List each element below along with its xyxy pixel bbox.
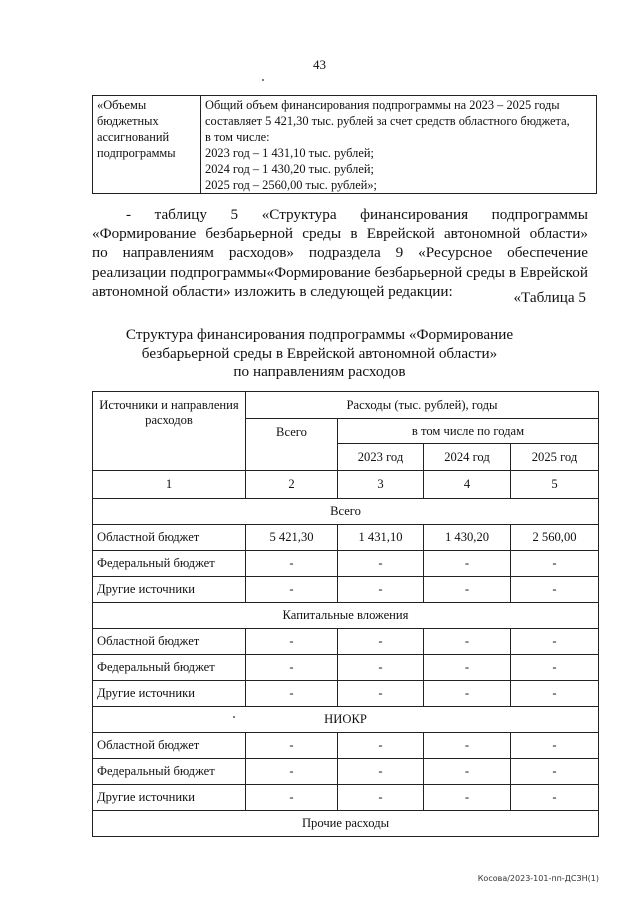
row-label: Областной бюджет [93, 629, 246, 655]
row-label: Федеральный бюджет [93, 759, 246, 785]
cell-value: - [246, 629, 338, 655]
scan-speck [262, 79, 264, 81]
row-label: Областной бюджет [93, 733, 246, 759]
cell-value: - [424, 759, 511, 785]
table-title-line: Структура финансирования подпрограммы «Формирование [125, 326, 514, 343]
cell-value: - [424, 733, 511, 759]
cell-value: - [424, 629, 511, 655]
cell-value: - [511, 759, 599, 785]
cell-value: - [338, 681, 424, 707]
cell-value: - [338, 655, 424, 681]
cell-value: - [424, 577, 511, 603]
row-label: Другие источники [93, 577, 246, 603]
footer-code: Косова/2023-101-пп-ДСЗН(1) [477, 874, 599, 883]
column-number: 5 [511, 471, 599, 499]
table-title-line: безбарьерной среды в Еврейской автономной области» [141, 344, 498, 362]
column-number: 2 [246, 471, 338, 499]
info-table [92, 95, 597, 194]
column-number: 1 [93, 471, 246, 499]
cell-value: - [511, 629, 599, 655]
cell-value: - [338, 733, 424, 759]
info-label-line: бюджетных [97, 114, 159, 128]
cell-value: 5 421,30 [246, 525, 338, 551]
cell-value: - [246, 577, 338, 603]
cell-value: - [338, 577, 424, 603]
cell-value: - [511, 655, 599, 681]
header-by-years: в том числе по годам [338, 419, 599, 444]
cell-value: - [338, 759, 424, 785]
cell-value: - [246, 733, 338, 759]
paragraph-line: - таблицу 5 «Структура финансирования подпрограммы [126, 206, 588, 223]
section-title-total: Всего [93, 499, 599, 525]
cell-value: - [511, 785, 599, 811]
cell-value: 1 430,20 [424, 525, 511, 551]
header-sources: Источники и направления расходов [93, 392, 246, 471]
info-value-line: Общий объем финансирования подпрограммы на 2023 – 2025 годы [205, 98, 560, 112]
paragraph-line: по направлениям расходов» подраздела 9 «Ресурсное обеспечение [92, 244, 588, 262]
header-total: Всего [246, 419, 338, 471]
column-number: 3 [338, 471, 424, 499]
cell-value: - [424, 655, 511, 681]
row-label: Другие источники [93, 785, 246, 811]
cell-value: - [338, 551, 424, 577]
table-label: «Таблица 5 [513, 289, 586, 306]
row-label: Федеральный бюджет [93, 655, 246, 681]
row-label: Федеральный бюджет [93, 551, 246, 577]
info-label-line: подпрограммы [97, 146, 176, 160]
info-value-line: в том числе: [205, 130, 270, 144]
row-label: Другие источники [93, 681, 246, 707]
section-title-other: Прочие расходы [93, 811, 599, 837]
info-value-line: 2025 год – 2560,00 тыс. рублей»; [205, 178, 377, 192]
cell-value: - [246, 759, 338, 785]
page-number: 43 [313, 57, 326, 72]
header-expenses: Расходы (тыс. рублей), годы [246, 392, 599, 419]
info-value-cell [201, 96, 597, 194]
row-label: Областной бюджет [93, 525, 246, 551]
cell-value: - [246, 551, 338, 577]
info-value-line: составляет 5 421,30 тыс. рублей за счет средств областного бюджета, [205, 114, 570, 128]
amendment-paragraph [92, 205, 588, 301]
column-number: 4 [424, 471, 511, 499]
cell-value: - [511, 681, 599, 707]
header-year-2023: 2023 год [338, 444, 424, 471]
paragraph-line: «Формирование безбарьерной среды в Еврейской автономной области» [92, 225, 588, 243]
paragraph-line: автономной области» изложить в следующей редакции: [92, 282, 453, 300]
section-title-capital: Капитальные вложения [93, 603, 599, 629]
financing-table [92, 391, 599, 837]
header-year-2024: 2024 год [424, 444, 511, 471]
info-label-line: «Объемы [97, 98, 147, 112]
cell-value: - [246, 785, 338, 811]
info-value-line: 2024 год – 1 430,20 тыс. рублей; [205, 162, 374, 176]
cell-value: - [511, 733, 599, 759]
table-title-line: по направлениям расходов [233, 363, 406, 380]
cell-value: - [246, 681, 338, 707]
cell-value: - [511, 551, 599, 577]
header-year-2025: 2025 год [511, 444, 599, 471]
cell-value: - [424, 681, 511, 707]
table-title [0, 326, 639, 382]
cell-value: 1 431,10 [338, 525, 424, 551]
cell-value: - [338, 629, 424, 655]
cell-value: - [338, 785, 424, 811]
cell-value: - [511, 577, 599, 603]
info-label-cell [93, 96, 201, 194]
cell-value: - [424, 785, 511, 811]
paragraph-line: реализации подпрограммы«Формирование безбарьерной среды в Еврейской [92, 263, 588, 281]
section-title-rnd: НИОКР [93, 707, 599, 733]
cell-value: 2 560,00 [511, 525, 599, 551]
info-value-line: 2023 год – 1 431,10 тыс. рублей; [205, 146, 374, 160]
cell-value: - [246, 655, 338, 681]
info-label-line: ассигнований [97, 130, 170, 144]
cell-value: - [424, 551, 511, 577]
